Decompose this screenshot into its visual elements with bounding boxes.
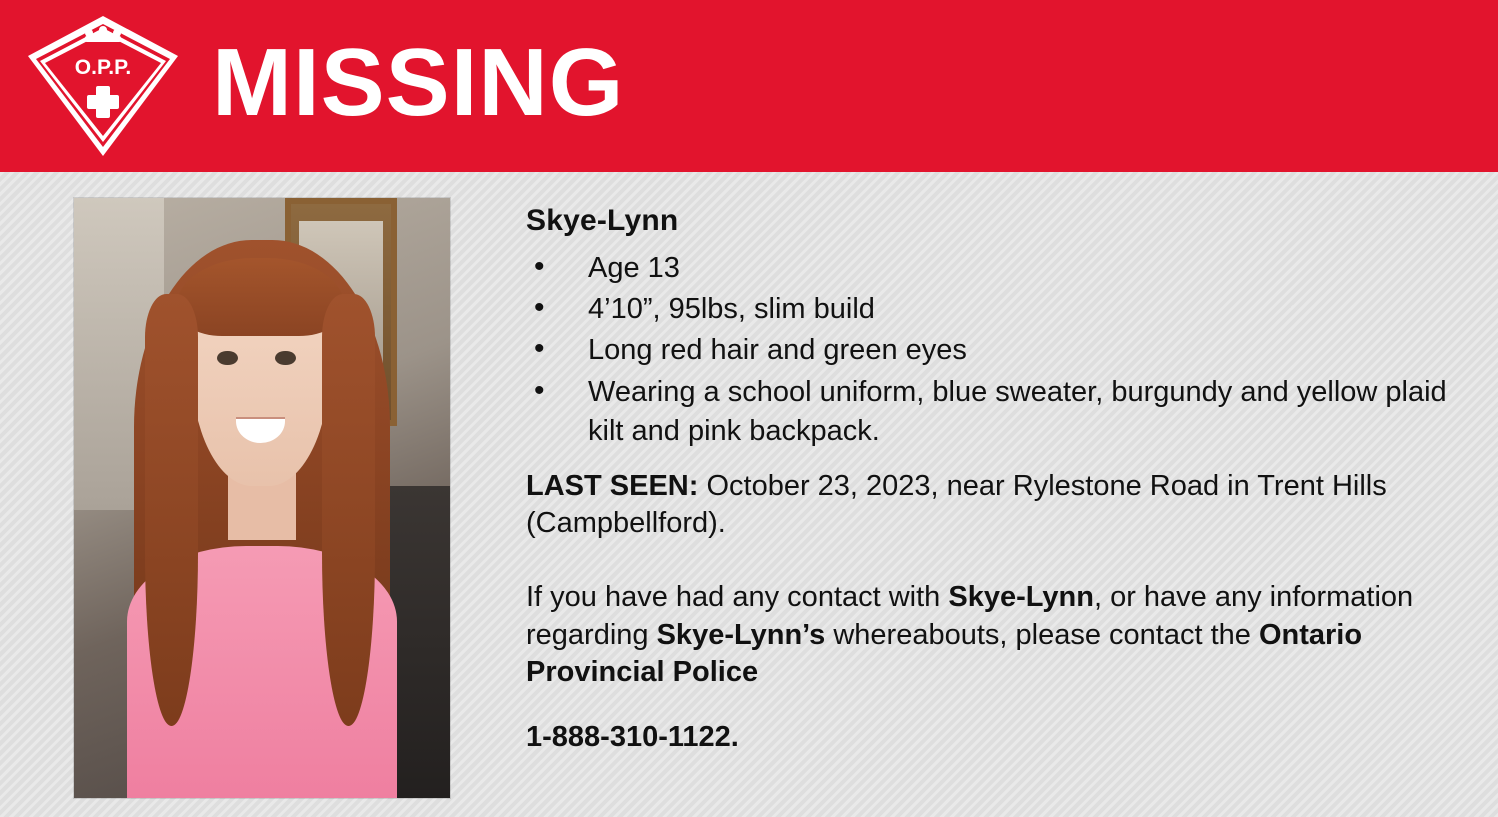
contact-text-part3: whereabouts, please contact the xyxy=(825,618,1259,651)
contact-text-part2: , or have any information regarding xyxy=(526,581,1414,651)
person-description-list xyxy=(526,249,1466,452)
poster-body xyxy=(0,172,1498,817)
list-item: • 4’10”, 95lbs, slim build xyxy=(526,290,1466,329)
list-item: • Wearing a school uniform, blue sweater, burgundy and yellow plaid kilt and pink backpack. xyxy=(526,373,1466,452)
svg-text:O.P.P.: O.P.P. xyxy=(74,56,132,79)
poster-title: MISSING xyxy=(212,29,625,136)
contact-name-first: Skye-Lynn xyxy=(948,581,1094,614)
list-item: • Age 13 xyxy=(526,249,1466,288)
last-seen-text xyxy=(526,468,1466,543)
contact-text-part1: If you have had any contact with xyxy=(526,581,949,614)
person-name: Skye-Lynn xyxy=(526,204,679,237)
last-seen-value: October 23, 2023, near Rylestone Road in Trent Hills (Campbellford). xyxy=(526,469,1387,540)
last-seen-label: LAST SEEN: xyxy=(526,469,699,502)
opp-crest-icon xyxy=(22,12,184,160)
contact-instructions xyxy=(526,579,1466,692)
contact-phone-number: 1-888-310-1122. xyxy=(526,721,739,754)
missing-person-photo xyxy=(74,198,450,798)
list-item: • Long red hair and green eyes xyxy=(526,331,1466,370)
poster-header xyxy=(0,0,1498,172)
contact-name-second: Skye-Lynn’s xyxy=(656,618,826,651)
details-panel xyxy=(526,204,1466,754)
contact-organization: Ontario Provincial Police xyxy=(526,618,1363,689)
